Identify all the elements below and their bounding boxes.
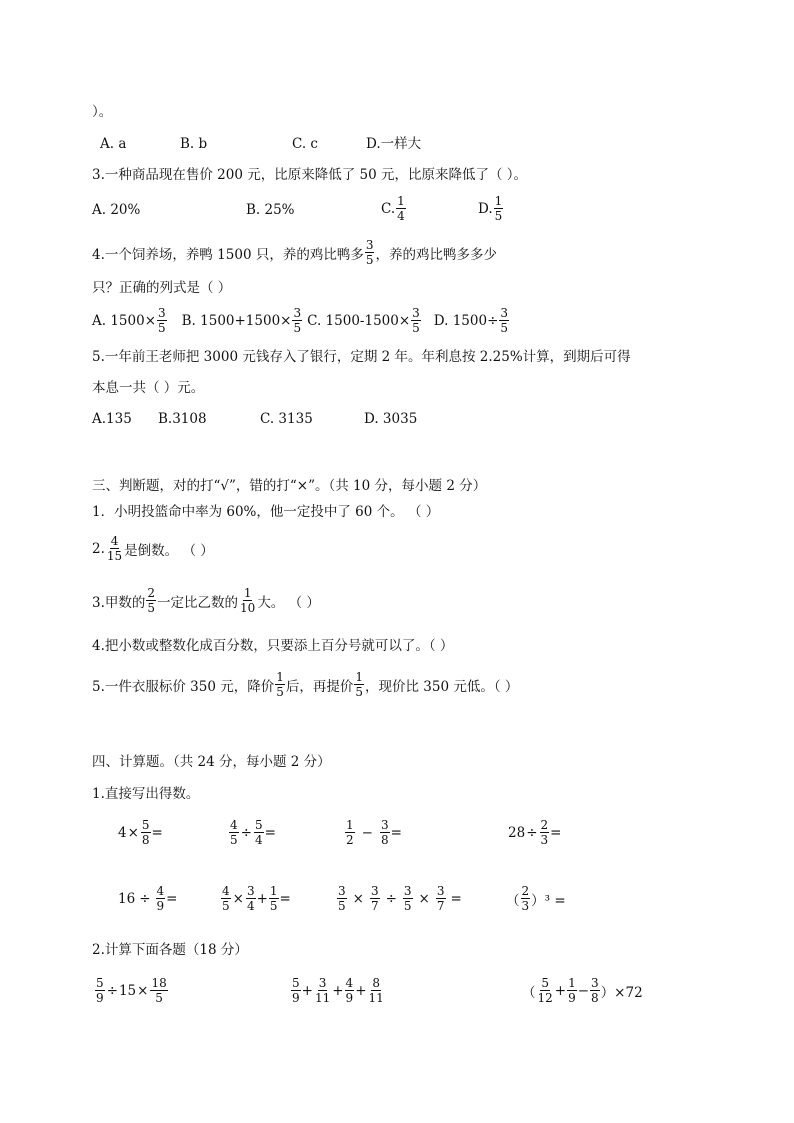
q4-option-b: B. 1500+1500× — [181, 312, 292, 329]
plus-sign: + — [554, 982, 567, 999]
numerator: 1 — [269, 884, 278, 898]
denominator: 9 — [345, 991, 354, 1005]
denominator: 5 — [494, 209, 503, 223]
numerator: 1 — [346, 818, 354, 832]
denominator: 3 — [540, 833, 549, 847]
q5-option-a: A.135 — [92, 411, 132, 427]
fraction — [345, 976, 355, 1005]
denominator: 5 — [293, 321, 302, 335]
denominator: 5 — [222, 899, 230, 913]
fraction — [150, 976, 167, 1005]
q3-option-d — [478, 194, 504, 223]
numerator: 5 — [141, 818, 150, 832]
section4-sub2: 2.计算下面各题（18 分） — [92, 942, 248, 958]
denominator: 5 — [147, 601, 156, 615]
denominator: 10 — [240, 601, 256, 615]
times-sign: × — [232, 890, 244, 907]
judge-5-text-mid: 后，再提价 — [285, 678, 354, 695]
calc-3 — [344, 818, 402, 847]
judge-2 — [92, 534, 214, 563]
denominator: 9 — [156, 899, 165, 913]
denominator: 8 — [380, 833, 389, 847]
q2-close: ）。 — [92, 104, 113, 120]
fraction — [157, 306, 167, 335]
q5-option-d: D. 3035 — [364, 411, 418, 427]
judge-4: 4.把小数或整数化成百分数，只要添上百分号就可以了。（ ） — [92, 638, 454, 654]
q2-option-d: D.一样大 — [366, 136, 422, 152]
expr-1 — [94, 976, 169, 1005]
q3-option-c-label: C. — [381, 200, 396, 217]
denominator: 7 — [436, 899, 445, 913]
denominator: 5 — [276, 685, 284, 699]
fraction — [254, 818, 264, 847]
denominator: 5 — [412, 321, 420, 335]
numerator: 2 — [147, 586, 156, 600]
fraction — [354, 670, 364, 699]
judge-5-text-end: ，现价比 350 元低。（ ） — [365, 678, 519, 695]
denominator: 5 — [269, 899, 278, 913]
divide-sign: ÷ — [139, 890, 151, 907]
fraction — [499, 306, 509, 335]
fraction — [396, 194, 406, 223]
operand: 4 — [118, 824, 127, 841]
q3-option-d-label: D. — [478, 200, 493, 217]
denominator: 3 — [521, 899, 530, 913]
equals-sign: = — [450, 890, 462, 907]
divide-sign: ÷ — [240, 824, 252, 841]
denominator: 4 — [246, 899, 255, 913]
fraction — [275, 670, 285, 699]
calc-2 — [228, 818, 276, 847]
divide-sign: ÷ — [385, 890, 397, 907]
open-paren: （ — [522, 984, 536, 1001]
denominator: 5 — [338, 899, 346, 913]
q4-options — [92, 306, 510, 335]
equals-sign: = — [151, 824, 163, 841]
fraction — [380, 818, 390, 847]
numerator: 3 — [436, 884, 445, 898]
judge-1: 1．小明投篮命中率为 60%，他一定投中了 60 个。 （ ） — [92, 504, 440, 520]
numerator: 3 — [380, 818, 389, 832]
denominator: 8 — [141, 833, 150, 847]
q5-option-b: B.3108 — [158, 411, 207, 427]
calc-5 — [118, 884, 177, 913]
denominator: 9 — [292, 991, 300, 1005]
denominator: 5 — [355, 685, 364, 699]
fraction — [146, 586, 156, 615]
fraction — [368, 976, 385, 1005]
equals-sign: = — [550, 824, 562, 841]
fraction — [540, 818, 550, 847]
q2-option-b: B. b — [180, 136, 208, 152]
fraction — [411, 306, 421, 335]
fraction — [314, 976, 331, 1005]
denominator: 15 — [106, 549, 123, 563]
fraction — [95, 976, 105, 1005]
fraction — [365, 238, 375, 267]
q2-option-a: A. a — [100, 136, 127, 152]
judge-2-number: 2. — [92, 540, 105, 557]
times-sign: × — [127, 824, 139, 841]
judge-3 — [92, 586, 320, 615]
numerator: 5 — [292, 976, 300, 990]
operand: 16 — [118, 890, 136, 907]
divide-sign: ÷ — [526, 824, 538, 841]
numerator: 1 — [355, 670, 364, 684]
fraction — [246, 884, 256, 913]
fraction — [292, 306, 302, 335]
q3-option-b: B. 25% — [246, 202, 295, 218]
operand: 28 — [508, 824, 526, 841]
q3-option-c — [381, 194, 407, 223]
fraction — [221, 884, 231, 913]
judge-3-text: 3.甲数的 — [92, 594, 146, 611]
equals-sign: = — [279, 890, 291, 907]
denominator: 5 — [365, 253, 374, 267]
judge-5 — [92, 670, 518, 699]
numerator: 3 — [412, 306, 420, 320]
fraction — [494, 194, 504, 223]
denominator: 2 — [346, 833, 354, 847]
q4-option-a: A. 1500× — [92, 312, 156, 329]
numerator: 4 — [345, 976, 354, 990]
fraction — [590, 976, 600, 1005]
numerator: 4 — [230, 818, 238, 832]
numerator: 4 — [222, 884, 230, 898]
numerator: 5 — [541, 976, 549, 990]
numerator: 3 — [370, 884, 379, 898]
denominator: 9 — [568, 991, 576, 1005]
q4-option-c: C. 1500-1500× — [307, 312, 411, 329]
operand: 15 — [118, 982, 137, 999]
denominator: 5 — [155, 991, 163, 1005]
expr-3 — [522, 976, 643, 1005]
denominator: 4 — [254, 833, 263, 847]
minus-sign: − — [577, 982, 590, 999]
close-paren-power: ）³ = — [531, 892, 566, 909]
numerator: 3 — [158, 306, 166, 320]
numerator: 18 — [151, 976, 167, 990]
numerator: 5 — [254, 818, 263, 832]
fraction — [269, 884, 279, 913]
denominator: 5 — [500, 321, 509, 335]
numerator: 4 — [110, 534, 119, 548]
numerator: 4 — [156, 884, 165, 898]
denominator: 9 — [96, 991, 104, 1005]
q4-stem-text-end: ，养的鸡比鸭多多少 — [375, 246, 497, 263]
numerator: 2 — [540, 818, 549, 832]
q3-option-a: A. 20% — [92, 202, 141, 218]
numerator: 1 — [397, 194, 405, 208]
plus-sign: + — [301, 982, 313, 999]
fraction — [239, 586, 256, 615]
numerator: 3 — [318, 976, 327, 990]
denominator: 5 — [403, 899, 412, 913]
q2-option-c: C. c — [292, 136, 318, 152]
expr-2 — [290, 976, 386, 1005]
fraction — [106, 534, 123, 563]
equals-sign: = — [390, 824, 402, 841]
fraction — [337, 884, 347, 913]
fraction — [436, 884, 446, 913]
fraction — [370, 884, 380, 913]
q5-line2: 本息一共（ ）元。 — [92, 380, 205, 396]
judge-3-text-end: 大。 （ ） — [257, 594, 320, 611]
close-paren-times: ）×72 — [600, 984, 643, 1001]
numerator: 1 — [243, 586, 252, 600]
q5-option-c: C. 3135 — [260, 411, 313, 427]
calc-4 — [508, 818, 561, 847]
section3-title: 三、判断题，对的打“√”，错的打“×”。（共 10 分，每小题 2 分） — [92, 478, 487, 494]
numerator: 8 — [372, 976, 380, 990]
q5-line1: 5.一年前王老师把 3000 元钱存入了银行，定期 2 年。年利息按 2.25%计算，到期后可得 — [92, 349, 631, 365]
times-sign: × — [352, 890, 364, 907]
numerator: 5 — [96, 976, 104, 990]
denominator: 7 — [370, 899, 379, 913]
minus-sign: − — [361, 824, 373, 841]
fraction — [403, 884, 413, 913]
open-paren: （ — [506, 892, 520, 909]
numerator: 1 — [276, 670, 284, 684]
judge-3-text-mid: 一定比乙数的 — [157, 594, 239, 611]
denominator: 12 — [537, 991, 553, 1005]
times-sign: × — [137, 982, 149, 999]
plus-sign: + — [256, 890, 268, 907]
calc-1 — [118, 818, 163, 847]
denominator: 4 — [397, 209, 405, 223]
denominator: 11 — [368, 991, 384, 1005]
judge-5-text: 5.一件衣服标价 350 元，降价 — [92, 678, 275, 695]
divide-sign: ÷ — [106, 982, 118, 999]
denominator: 11 — [314, 991, 331, 1005]
fraction — [567, 976, 577, 1005]
q4-stem-text: 4.一个饲养场，养鸭 1500 只，养的鸡比鸭多 — [92, 246, 364, 263]
q3-stem: 3.一种商品现在售价 200 元，比原来降低了 50 元，比原来降低了（ ）。 — [92, 167, 528, 183]
calc-8 — [506, 884, 566, 913]
numerator: 3 — [293, 306, 302, 320]
numerator: 3 — [591, 976, 599, 990]
calc-7 — [336, 884, 466, 913]
equals-sign: = — [264, 824, 276, 841]
numerator: 3 — [500, 306, 509, 320]
numerator: 1 — [494, 194, 503, 208]
fraction — [521, 884, 531, 913]
fraction — [229, 818, 239, 847]
section4-title: 四、计算题。（共 24 分，每小题 2 分） — [92, 754, 331, 770]
q4-stem-line2: 只？正确的列式是（ ） — [92, 280, 232, 296]
section4-sub1: 1.直接写出得数。 — [92, 786, 200, 802]
calc-6 — [220, 884, 291, 913]
numerator: 2 — [521, 884, 530, 898]
numerator: 3 — [403, 884, 412, 898]
judge-2-text: 是倒数。 （ ） — [124, 542, 214, 559]
denominator: 5 — [230, 833, 238, 847]
denominator: 8 — [591, 991, 599, 1005]
numerator: 3 — [246, 884, 255, 898]
numerator: 3 — [338, 884, 346, 898]
times-sign: × — [418, 890, 430, 907]
numerator: 3 — [365, 238, 374, 252]
plus-sign: + — [332, 982, 344, 999]
fraction — [291, 976, 301, 1005]
plus-sign: + — [355, 982, 367, 999]
equals-sign: = — [166, 890, 178, 907]
fraction — [156, 884, 166, 913]
fraction — [345, 818, 355, 847]
q4-stem — [92, 238, 497, 267]
numerator: 1 — [568, 976, 576, 990]
fraction — [141, 818, 151, 847]
q4-option-d: D. 1500÷ — [433, 312, 499, 329]
fraction — [537, 976, 554, 1005]
denominator: 5 — [158, 321, 166, 335]
